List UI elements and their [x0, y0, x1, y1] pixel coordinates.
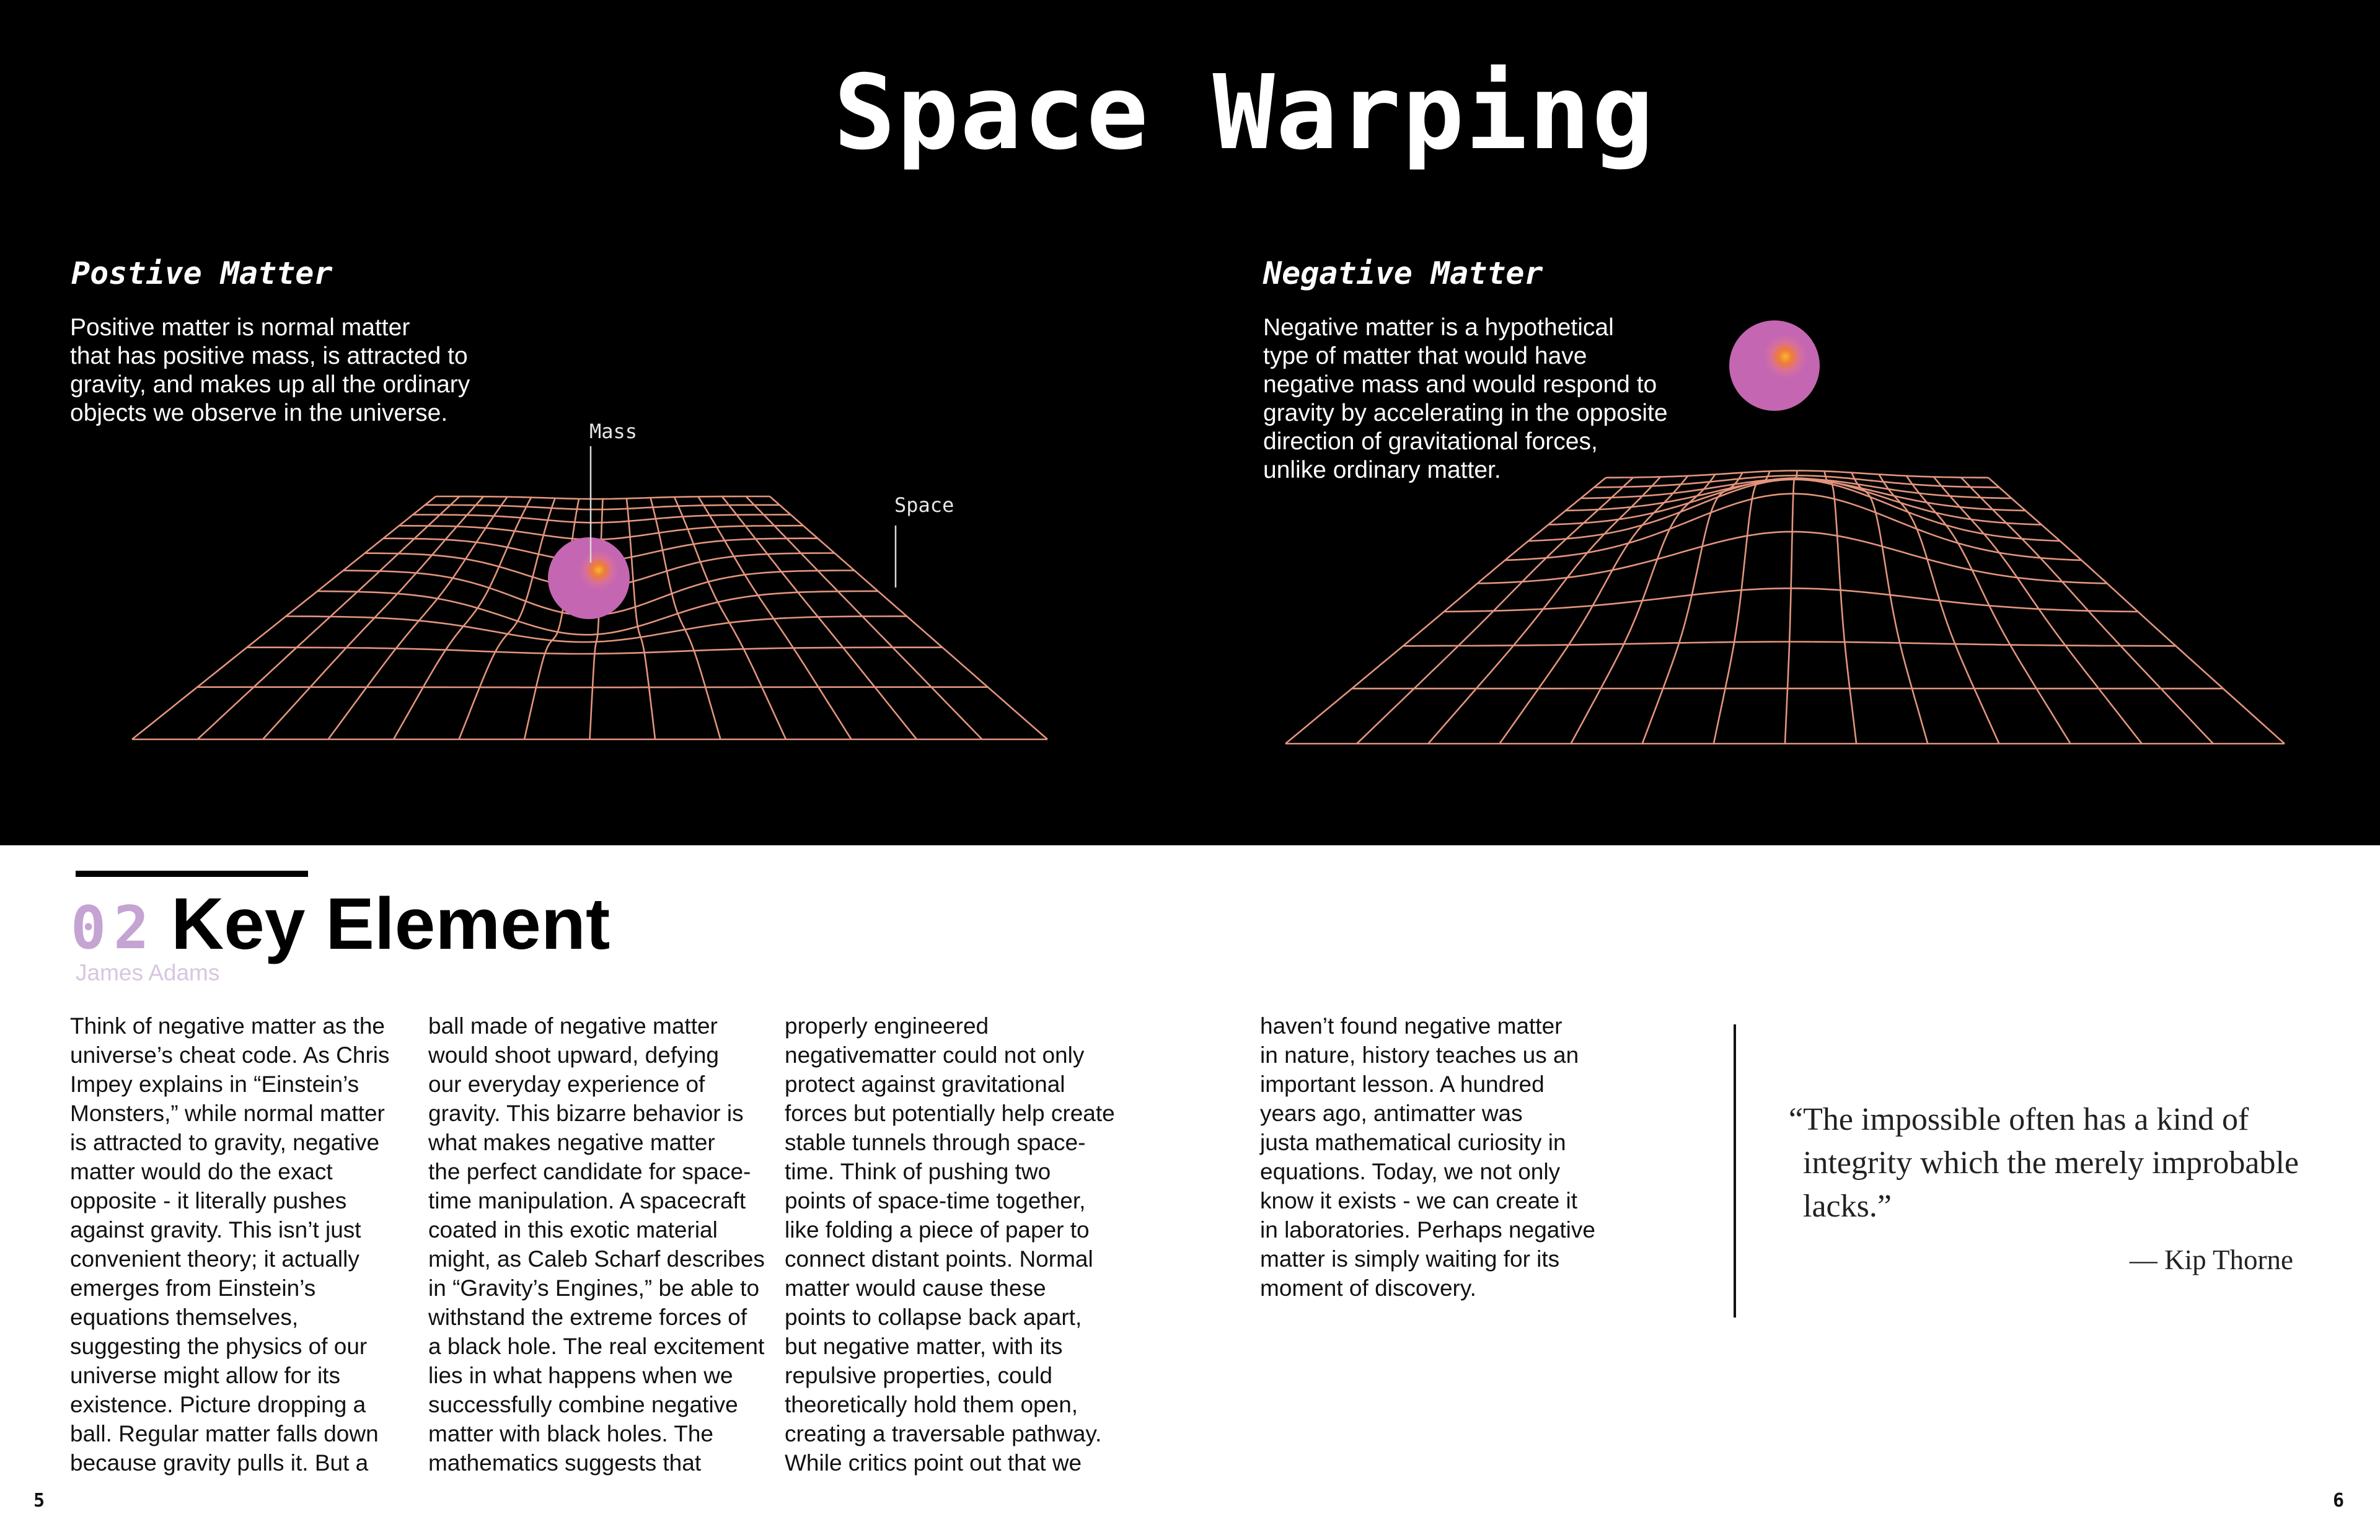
page-number-left: 5 — [33, 1490, 45, 1511]
section-number: 02 — [71, 894, 157, 962]
negative-mass-sphere — [1729, 320, 1820, 411]
body-column-4: haven’t found negative matter in nature, history teaches us an important lesson. A hundred years ago, antimatter was justa mathematical curiosity in equations. Today, we not only know it exists - we can create it in laboratories. Perhaps negative matter is simply waiting for its moment of discovery. — [1260, 1013, 1595, 1301]
grid-line-vertical — [1879, 474, 1999, 744]
space-label: Space — [894, 493, 954, 517]
grid-line-vertical — [674, 497, 786, 739]
banner-title: Space Warping — [834, 53, 1655, 173]
grid-line-horizontal — [286, 616, 907, 642]
author-byline: James Adams — [76, 960, 220, 985]
section-rule — [76, 871, 308, 877]
positive-matter-heading: Postive Matter — [71, 255, 333, 291]
grid-line-vertical — [1785, 470, 1797, 744]
body-column-2: ball made of negative matter would shoot upward, defying our everyday experience of gravity. This bizarre behavior is what makes negative matter the perfect candidate for space- time manipulation. A spacecraft coated in this exotic material might, as Caleb Scharf describes in “Gravity’s Engines,” be able to withstand the extreme forces of a black hole. The real excitement lies in what happens when we successfully combine negative matter with black holes. The mathematics suggests that — [428, 1013, 765, 1476]
positive-matter-description: Positive matter is normal matter that has positive mass, is attracted to gravity, and makes up all the ordinary objects we observe in the universe. — [70, 314, 470, 426]
body-column-1: Think of negative matter as the universe’s cheat code. As Chris Impey explains in “Einstein’s Monsters,” while normal matter is attracted to gravity, negative matter would do the exact opposite - it literally pushes against gravity. This isn’t just convenient theory; it actually emerges from Einstein’s equations themselves, suggesting the physics of our universe might allow for its existence. Picture dropping a ball. Regular matter falls down because gravity pulls it. But a — [70, 1013, 390, 1476]
pull-quote: “The impossible often has a kind of integrity which the merely improbable lacks.” — [1789, 1102, 2299, 1224]
body-column-3: properly engineered negativematter could not only protect against gravitational forces but potentially help create stable tunnels through space- time. Think of pushing two points of space-time together, like folding a piece of paper to connect distant points. Normal matter would cause these points to collapse back apart, but negative matter, with its repulsive properties, could theoretically hold them open, creating a traversable pathway. While critics point out that we — [785, 1013, 1115, 1476]
negative-matter-spacetime-grid — [1285, 470, 2285, 744]
grid-line-vertical — [1642, 473, 1743, 744]
grid-line-vertical — [1988, 478, 2285, 744]
pull-quote-attribution: — Kip Thorne — [2129, 1244, 2293, 1275]
pull-quote-rule — [1734, 1024, 1736, 1318]
grid-line-vertical — [1934, 477, 2142, 744]
negative-matter-description: Negative matter is a hypothetical type of matter that would have negative mass and would respond to gravity by accelerating in the opposite direction of gravitational forces, unlike ordinary matter. — [1263, 314, 1668, 483]
negative-matter-heading: Negative Matter — [1263, 255, 1543, 291]
grid-line-horizontal — [436, 496, 770, 499]
grid-line-horizontal — [197, 687, 987, 688]
grid-line-vertical — [198, 496, 460, 739]
grid-line-vertical — [722, 496, 917, 739]
grid-line-vertical — [590, 499, 603, 739]
section-title: Key Element — [171, 883, 610, 965]
grid-line-vertical — [1714, 471, 1770, 744]
grid-line-vertical — [1825, 471, 1857, 744]
grid-line-vertical — [328, 497, 508, 739]
positive-mass-sphere — [548, 537, 630, 619]
page-number-right: 6 — [2333, 1490, 2345, 1511]
mass-label: Mass — [589, 420, 638, 443]
grid-line-vertical — [1285, 478, 1606, 744]
grid-line-vertical — [524, 499, 579, 739]
grid-line-vertical — [1428, 477, 1660, 744]
grid-line-vertical — [1852, 473, 1928, 744]
